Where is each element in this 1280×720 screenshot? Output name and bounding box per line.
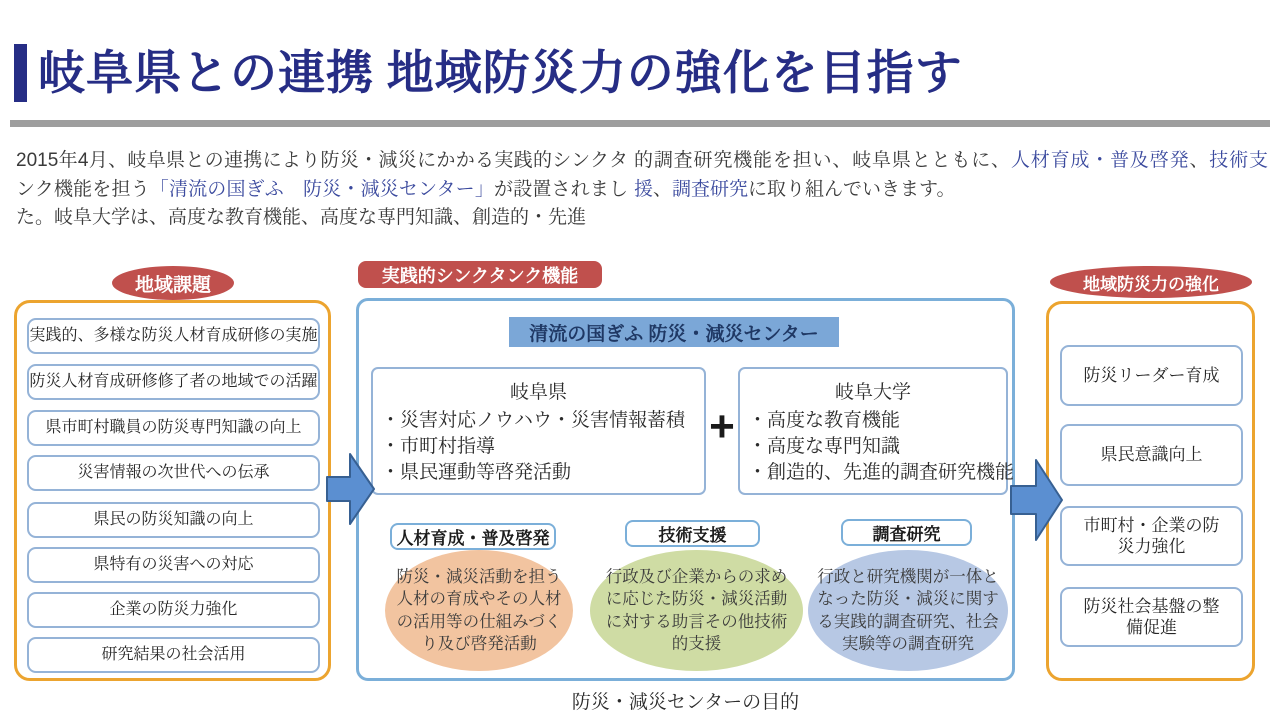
org-line: ・創造的、先進的調査研究機能: [748, 462, 1015, 483]
center-name-header: 清流の国ぎふ 防災・減災センター: [509, 317, 839, 347]
title-accent-bar: [14, 44, 27, 102]
intro-paragraph-left: [16, 147, 628, 233]
outcome-item: 防災社会基盤の整備促進: [1060, 587, 1243, 647]
issue-item: 研究結果の社会活用: [27, 637, 320, 673]
badge-thinktank: 実践的シンクタンク機能: [358, 261, 602, 288]
flow-arrow-left: [326, 450, 376, 528]
outcome-item: 防災リーダー育成: [1060, 345, 1243, 406]
intro-text: が設置されました。岐阜大学は、高度な教育機能、高度な専門知識、創造的・先進: [16, 178, 628, 228]
org-box-gifu-univ: [738, 367, 1015, 495]
issue-item: 実践的、多様な防災人材育成研修の実施: [27, 318, 320, 354]
panel-regional-issues: [14, 300, 331, 681]
intro-text: 、: [1189, 150, 1210, 171]
intro-text: 的調査研究機能を担い、岐阜県とともに、: [634, 150, 1011, 171]
function-label-tech: 技術支援: [625, 520, 760, 547]
panel-thinktank: [356, 298, 1015, 681]
intro-text: 2015年4月、岐阜県との連携により防災・減災にかかる実践的シンクタンク機能を担う: [16, 150, 628, 200]
issue-item: 災害情報の次世代への伝承: [27, 455, 320, 491]
org-line: ・県民運動等啓発活動: [381, 462, 572, 483]
outcome-item: 市町村・企業の防災力強化: [1060, 506, 1243, 566]
badge-strengthening: 地域防災力の強化: [1050, 266, 1252, 298]
org-box-gifu-pref: [371, 367, 706, 495]
function-ellipse-tech: 行政及び企業からの求めに応じた防災・減災活動に対する助言その他技術的支援: [590, 550, 803, 671]
function-ellipse-hr: 防災・減災活動を担う人材の育成やその人材の活用等の仕組みづくり及び啓発活動: [385, 550, 573, 671]
outcome-item: 県民意識向上: [1060, 424, 1243, 486]
title-divider: [10, 120, 1270, 127]
page-title: 岐阜県との連携 地域防災力の強化を目指す: [38, 48, 963, 100]
issue-item: 企業の防災力強化: [27, 592, 320, 628]
issue-item: 県民の防災知識の向上: [27, 502, 320, 538]
issue-item: 防災人材育成研修修了者の地域での活躍: [27, 364, 320, 400]
panel-strengthening: [1046, 301, 1255, 681]
org-line: ・市町村指導: [381, 436, 496, 457]
intro-text: 、: [653, 178, 673, 200]
issue-item: 県特有の災害への対応: [27, 547, 320, 583]
intro-text: に取り組んでいきます。: [748, 178, 956, 200]
center-name-highlight: 「清流の国ぎふ 防災・減災センター」: [149, 178, 494, 200]
issue-item: 県市町村職員の防災専門知識の向上: [27, 410, 320, 446]
keyword-gijutsu: 技術支援: [634, 150, 1268, 200]
diagram-caption: 防災・減災センターの目的: [571, 692, 800, 713]
function-label-hr: 人材育成・普及啓発: [390, 523, 556, 550]
function-ellipse-research: 行政と研究機関が一体となった防災・減災に関する実践的調査研究、社会実験等の調査研究: [808, 550, 1008, 671]
org-line: ・災害対応ノウハウ・災害情報蓄積: [381, 410, 686, 431]
org-line: ・高度な専門知識: [748, 436, 901, 457]
flow-arrow-right: [1010, 456, 1064, 544]
badge-regional-issues: 地域課題: [112, 266, 234, 300]
function-label-research: 調査研究: [841, 519, 972, 546]
keyword-chousa: 調査研究: [672, 178, 749, 200]
org-line: ・高度な教育機能: [748, 410, 901, 431]
org-title: 岐阜大学: [834, 382, 911, 403]
plus-sign: +: [709, 402, 735, 451]
keyword-jinzai: 人材育成・普及啓発: [1010, 150, 1190, 171]
org-title: 岐阜県: [509, 382, 567, 403]
intro-paragraph-right: [634, 147, 1268, 204]
